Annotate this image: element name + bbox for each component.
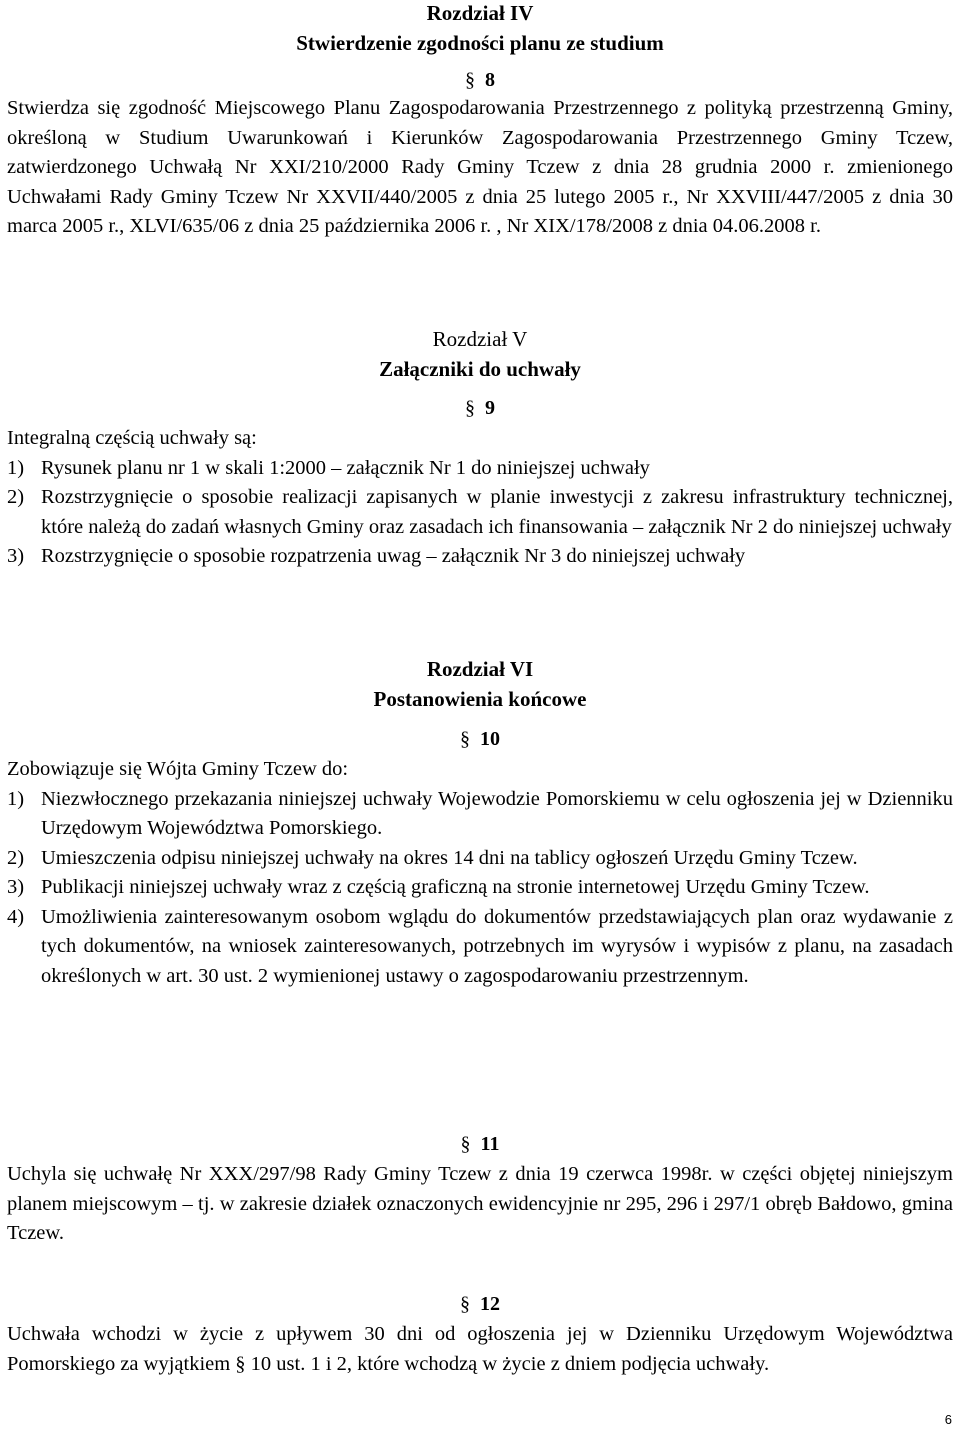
section-symbol: §: [460, 728, 470, 750]
chapter-title: Rozdział IV: [426, 1, 534, 25]
section-heading-12: [7, 1290, 953, 1320]
chapter-heading: [7, 0, 953, 58]
section-heading-9: [7, 394, 953, 424]
list-item: 1) Rysunek planu nr 1 w skali 1:2000 – załącznik Nr 1 do niniejszej uchwały: [7, 456, 650, 479]
section-symbol: §: [465, 397, 475, 419]
list-item: 2) Umieszczenia odpisu niniejszej uchwały na okres 14 dni na tablicy ogłoszeń Urzędu Gminy Tczew.: [7, 846, 858, 869]
chapter-subtitle: Postanowienia końcowe: [373, 687, 587, 711]
section-12-text: Uchwała wchodzi w życie z upływem 30 dni od ogłoszenia jej w Dzienniku Urzędowym Województwa Pomorskiego za wyjątkiem § 10 ust. 1 i 2, które wchodzą w życie z dniem podjęcia uchwały.: [7, 1323, 953, 1375]
section-number: 9: [485, 397, 495, 419]
chapter-heading: [7, 654, 953, 714]
list-item: 3) Publikacji niniejszej uchwały wraz z częścią graficzną na stronie internetowej Urzędu Gminy Tczew.: [7, 876, 870, 898]
section-heading-11: [7, 1130, 953, 1160]
chapter-title: Rozdział VI: [426, 657, 534, 681]
list-item: 1) Niezwłocznego przekazania niniejszej uchwały Wojewodzie Pomorskiemu w celu ogłoszenia jej w Dzienniku Urzędowym Województwa Pomorskiego.: [7, 787, 953, 839]
list-item: 3) Rozstrzygnięcie o sposobie rozpatrzenia uwag – załącznik Nr 3 do niniejszej uchwały: [7, 545, 746, 567]
section-heading-10: [7, 725, 953, 755]
section-number: 8: [485, 69, 495, 91]
section-9-body: [7, 424, 953, 572]
section-10-body: [7, 755, 953, 991]
section-number: 12: [480, 1293, 500, 1315]
chapter-title: Rozdział V: [432, 327, 528, 351]
section-11-text: Uchyla się uchwałę Nr XXX/297/98 Rady Gminy Tczew z dnia 19 czerwca 1998r. w części objętej niniejszym planem miejscowym – tj. w zakresie działek oznaczonych ewidencyjnie nr 295, 296 i 297/1 obręb Bałdowo, gmina Tczew.: [7, 1163, 953, 1244]
section-8-text: Stwierdza się zgodność Miejscowego Planu Zagospodarowania Przestrzennego z polityką przestrzenną Gminy, określoną w Studium Uwarunkowań i Kierunków Zagospodarowania Przestrzennego Gminy Tczew, zatwierdzonego Uchwałą Nr XXI/210/2000 Rady Gminy Tczew z dnia 28 grudnia 2000 r. zmienionego Uchwałami Rady Gminy Tczew Nr XXVII/440/2005 z dnia 25 lutego 2005 r., Nr XXVIII/447/2005 z dnia 30 marca 2005 r., XLVI/635/06 z dnia 25 października 2006 r. , Nr XIX/178/2008 z dnia 04.06.2008 r.: [7, 97, 953, 237]
chapter-subtitle: Załączniki do uchwały: [379, 357, 581, 381]
chapter-heading: [7, 324, 953, 384]
list-item: 2) Rozstrzygnięcie o sposobie realizacji zapisanych w planie inwestycji z zakresu infrastruktury technicznej, które należą do zadań własnych Gminy oraz zasadach ich finansowania – załącznik Nr 2 do niniejszej uchwały: [7, 486, 953, 538]
section-9-intro: Integralną częścią uchwały są:: [7, 427, 257, 449]
obligation-list: [7, 785, 953, 992]
section-number: 11: [480, 1133, 500, 1155]
section-10-intro: Zobowiązuje się Wójta Gminy Tczew do:: [7, 758, 349, 780]
page-number: 6: [944, 1411, 952, 1427]
section-symbol: §: [460, 1293, 470, 1315]
chapter-subtitle: Stwierdzenie zgodności planu ze studium: [296, 31, 664, 55]
section-symbol: §: [460, 1133, 471, 1155]
section-symbol: §: [465, 69, 475, 91]
section-number: 10: [480, 728, 500, 750]
list-item: 4) Umożliwienia zainteresowanym osobom wglądu do dokumentów przedstawiających plan oraz wydawanie z tych dokumentów, na wniosek zainteresowanych, potrzebnych im wyrysów i wypisów z planu, na zasadach określonych w art. 30 ust. 2 wymienionej ustawy o zagospodarowaniu przestrzennym.: [7, 905, 953, 987]
attachment-list: [7, 454, 953, 572]
section-heading-8: [7, 66, 953, 96]
